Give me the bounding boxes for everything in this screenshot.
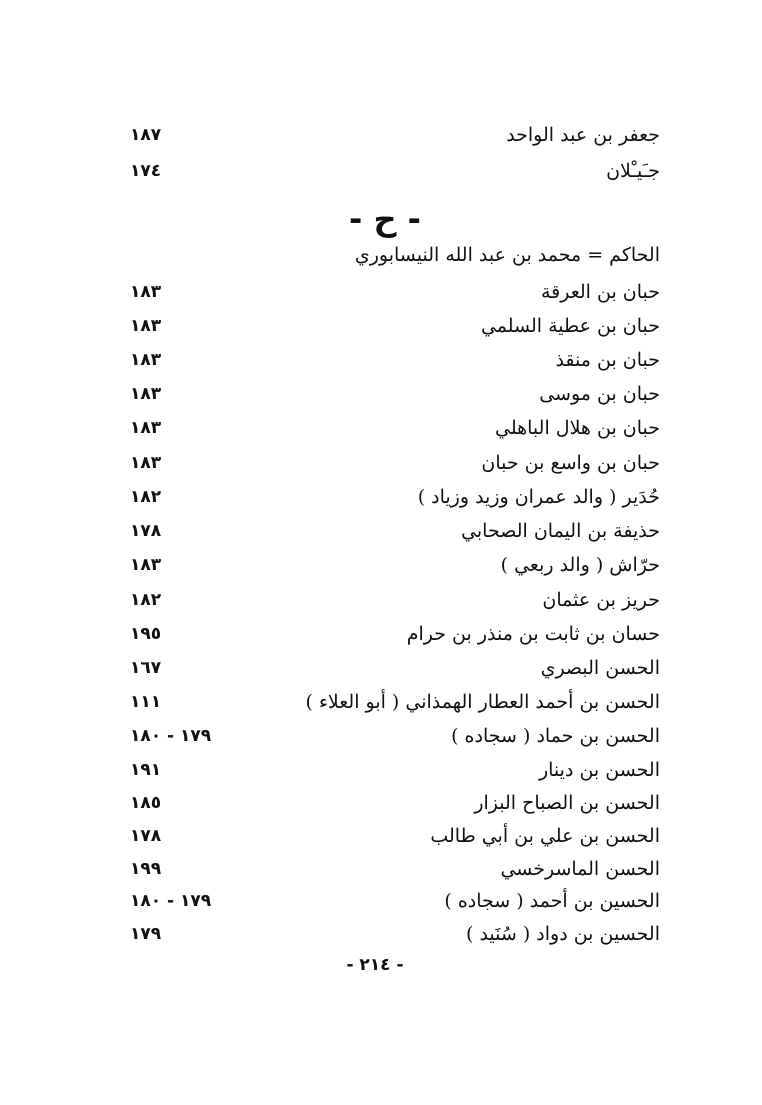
entry-name: حذيفة بن اليمان الصحابي [461,520,660,542]
entry-name: حبان بن هلال الباهلي [495,417,660,439]
index-entry [130,413,660,443]
index-entry [130,156,660,186]
index-entry [130,550,660,580]
entry-pages: ١٨٣ [130,453,162,473]
index-entry [130,821,660,851]
entry-name: الحسن الماسرخسي [500,858,660,880]
entry-name: حبان بن واسع بن حبان [481,452,660,474]
entry-pages: ١٩١ [130,760,162,780]
entry-pages: ١٨٣ [130,555,162,575]
cross-reference: الحاكم = محمد بن عبد الله النيسابوري [354,244,660,266]
entry-name: الحسن بن أحمد العطار الهمذاني ( أبو العلاء ) [305,691,660,713]
entry-pages: ١٩٥ [130,624,162,644]
entry-pages: ١٦٧ [130,658,162,678]
entry-name: حسان بن ثابت بن منذر بن حرام [406,623,660,645]
index-entry [130,886,660,916]
index-entry [130,788,660,818]
entry-name: حبان بن العرقة [540,281,660,303]
index-entry [130,482,660,512]
entry-pages: ١٩٩ [130,859,162,879]
index-entry [130,516,660,546]
entry-name: حريز بن عثمان [542,589,660,611]
entry-pages: ١٨٣ [130,316,162,336]
entry-name: حبان بن موسى [539,383,660,405]
entry-pages: ١١١ [130,692,162,712]
entry-pages: ١٧٩ - ١٨٠ [130,726,212,746]
entry-name: الحسن البصري [540,657,660,679]
page-number: - ٢١٤ - [346,955,404,975]
entry-pages: ١٨٢ [130,487,162,507]
index-entry [130,311,660,341]
index-entry [130,919,660,949]
index-entry [130,619,660,649]
index-entry [130,854,660,884]
entry-pages: ١٧٩ - ١٨٠ [130,891,212,911]
entry-name: حبان بن عطية السلمي [480,315,660,337]
index-entry [130,721,660,751]
index-entry [130,448,660,478]
entry-name: الحسين بن أحمد ( سجاده ) [444,890,660,912]
entry-name: الحسن بن دينار [538,759,660,781]
entry-name: جـَيـْلان [606,160,660,182]
entry-pages: ١٨٣ [130,384,162,404]
entry-name: حُدَير ( والد عمران وزيد وزياد ) [417,486,660,508]
entry-pages: ١٨٥ [130,793,162,813]
entry-name: الحسن بن حماد ( سجاده ) [451,725,660,747]
entry-name: الحسن بن علي بن أبي طالب [430,825,660,847]
entry-pages: ١٧٩ [130,924,162,944]
entry-pages: ١٧٨ [130,521,162,541]
entry-pages: ١٨٧ [130,125,162,145]
entry-name: الحسين بن دواد ( سُنَيد ) [466,923,660,945]
entry-name: جعفر بن عبد الواحد [506,124,660,146]
index-entry [130,653,660,683]
section-heading: - ح - [349,200,421,238]
index-entry [130,585,660,615]
index-entry [130,687,660,717]
entry-pages: ١٨٣ [130,350,162,370]
entry-pages: ١٨٢ [130,590,162,610]
entry-pages: ١٨٣ [130,418,162,438]
index-entry [130,755,660,785]
index-entry [130,345,660,375]
entry-pages: ١٧٤ [130,161,162,181]
entry-pages: ١٧٨ [130,826,162,846]
index-entry [130,379,660,409]
index-entry [130,277,660,307]
entry-name: الحسن بن الصباح البزار [474,792,660,814]
entry-name: حبان بن منقذ [555,349,660,371]
index-entry [130,120,660,150]
entry-name: حرّاش ( والد ربعي ) [500,554,660,576]
entry-pages: ١٨٣ [130,282,162,302]
